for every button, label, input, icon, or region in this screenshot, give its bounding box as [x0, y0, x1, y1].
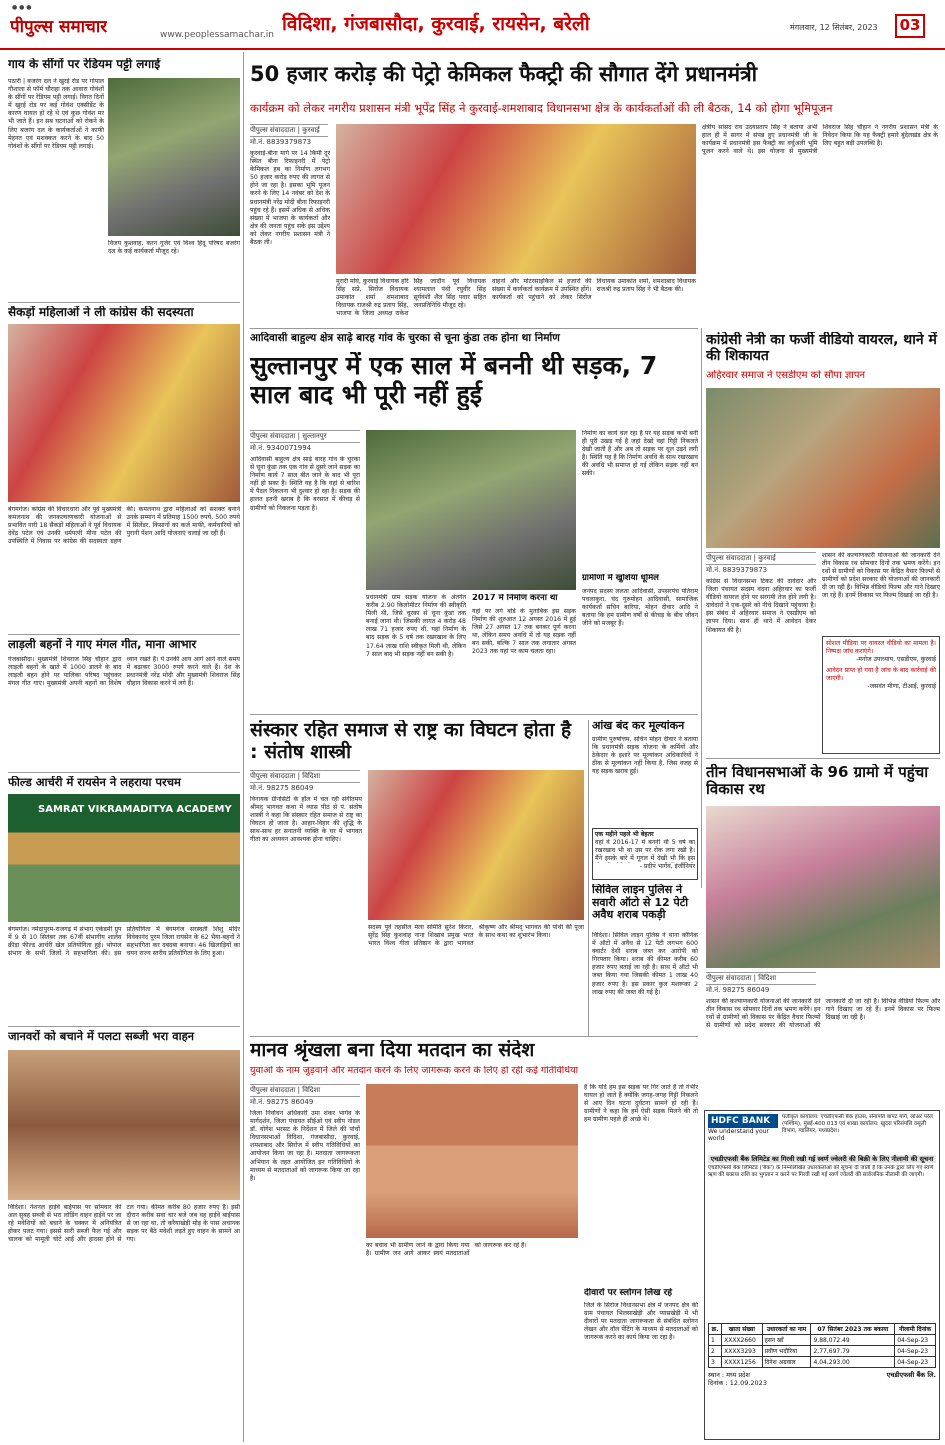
voting-text-col1: जिला निर्वाचन अधिकारी उमा शंकर भार्गव के मार्गदर्शन, जिला पंचायत सीईओ एवं स्वीप नोडल डॉ. योगेश भरसट के निर्देशन में जिले की पांचों विधानसभाओं विदिशा, गंजबासौदा, कुरवाई, शमशाबाद और सिरोंज में स्वीप गतिविधियों का आयोजन किया जा रहा है। मतदाता जागरूकता अभियान के तहत आयोजित इन गतिविधियों के माध्यम से मतदाताओं को जागरूक किया जा रहा है।: [250, 1110, 360, 1182]
photo-overturned-vehicle: [8, 1050, 240, 1200]
story-text-ladli: गंजबासौदा। मुख्यमंत्री शिवराज सिंह चौहान द्वारा लाड़ली बहनों के खाते में 1000 डालने के बाद लाड़ली बहन होने पर पालिका परिषद पहुंचकर मंगल गीत गाए। मुख्यमंत्री अपनी बहनों का विशेष ध्यान रखते हैं। ये उनकी आय आगे आने वाले समय में बढ़ाकर 3000 रुपये करने वाले हैं। देश के प्रधानमंत्री नरेंद्र मोदी और मुख्यमंत्री शिवराज सिंह चौहान विकास करने में लगे हैं।: [8, 656, 240, 688]
engineer-quote-text: वहां वे 2016-17 में बननी थी 5 वर्ष का रखरखाव भी था उस पर रोक लगा रखी है। मैंने इसके बारे में गूगल में देखी भी कि इस: [595, 839, 695, 863]
road-text-continued: है कि यदि हम इस सड़क पर गिर जाते हैं तो गंभीर घायल हो जाते हैं क्योंकि जगह-जगह गिट्टी निकलने से आए दिन घटना दुर्घटना सामने हो रही है। ग्रामीणों ने कहा कि हमें ऐसी सड़क मिलने की तो हम ग्रामीण पहले ही अच्छे थे।: [584, 1084, 698, 1124]
table-cell: प्रवीण भदौरिया: [762, 1346, 811, 1357]
photo-vikas-rath: [706, 806, 940, 968]
academy-banner: SAMRAT VIKRAMADITYA ACADEMY: [38, 804, 232, 815]
voting-subheadline: युवाओं के नाम जुड़वाने और मतदान करने के लिए जागरूक करने के लिए हो रहीं कई गतिविधियां: [250, 1066, 579, 1076]
table-cell: 4,04,293.00: [811, 1357, 895, 1368]
table-cell: 1: [709, 1335, 722, 1346]
table-cell: 04-Sep-23: [895, 1357, 936, 1368]
section-divider: [8, 1026, 240, 1027]
quote-ti: आवेदन प्राप्त हो गया है जांच के बाद कार्रवाई की जाएगी।: [826, 667, 936, 683]
hdfc-tagline: We understand your world: [708, 1128, 769, 1142]
rath-byline: पीपुल्स संवाददाता | विदिशा: [706, 972, 816, 983]
hdfc-logo-block: [708, 1114, 778, 1152]
sanskar-byline: पीपुल्स संवाददाता | विदिशा: [250, 770, 360, 781]
road-text-valuation: ग्रामीण पुरुषोत्तम, सचिन मोहन दीवार ने बताया कि प्रधानमंत्री सड़क योजना के कर्मियों और ठेकेदार के इशारे पर मूल्यांकन अधिकारियों ने ठीक से मूल्यांकन नहीं किया है, जिस वजह से यह सड़क खराब हुई।: [592, 736, 698, 776]
masthead: [0, 0, 945, 50]
quote-sdm-sign: -मनोज उपाध्याय, एसडीएम, कुरवाई: [855, 656, 936, 664]
road-text-col1: आदिवासी बाहुल्य क्षेत्र साढ़े बारह गांव के चुरका से चूना कुंडा तक एक गांव से दूसरे जाने सड़क का निर्माण कार्य 7 साल बीत जाने के बाद भी पूरा नहीं हो सका है। स्थिति यह है कि यहां से बारिश में पैदल निकलना भी दुश्वार हो रहा है। सड़क की हालत इतनी खराब है कि बरसात में कीचड़ से ग्रामीणों को निकलना पड़ता है।: [250, 456, 360, 512]
quote-sdm: सोशल मीडिया पर वायरल वीडियो का मामला है। निष्पक्ष जांच कराएंगे।: [826, 640, 936, 656]
table-cell: 3: [709, 1357, 722, 1368]
hdfc-logo: HDFC BANK: [708, 1114, 778, 1128]
engineer-quote-title: एक महीने पहले भी बेहतर: [595, 831, 654, 838]
road-headline: सुल्तानपुर में एक साल में बननी थी सड़क, 7 साल बाद भी पूरी नहीं हुई: [250, 352, 658, 409]
video-mobile: मो.नं. 8839379873: [706, 564, 816, 575]
photo-memorandum: [706, 388, 940, 548]
table-cell: हसन खाँ: [762, 1335, 811, 1346]
quote-ti-sign: -जसवंत मीणा, टीआई, कुरवाई: [867, 683, 936, 691]
photo-women-group: [8, 324, 240, 502]
road-subhead-2017: 2017 में निर्माण करना था: [472, 594, 558, 603]
table-cell: 04-Sep-23: [895, 1346, 936, 1357]
sanskar-text-col1: विनायक ग्रीनसिटी के हॉल में चल रही संगीतमय श्रीमद् भागवत कथा में व्यास पीठ से पं. संतोष शास्त्री ने कहा कि संस्कार रहित समाज से राष्ट्र का विघटन हो जाता है। आहार-विहार की शुद्धि के साथ-साथ हर सनातनी व्यक्ति के घर में भागवत गीता का अध्ययन आवश्यक होना चाहिए।: [250, 796, 362, 844]
sanskar-mobile: मो.नं. 98275 86049: [250, 782, 360, 793]
voting-text-col2: का बचाव भी ग्रामीण जानें के द्वारा किया गया है। ग्रामीण जन आगे आकर स्वयं मतदाताओं को जागरूक कर रहे हैं।: [366, 1242, 527, 1258]
voting-byline: पीपुल्स संवाददाता | विदिशा: [250, 1084, 360, 1095]
section-divider: [250, 328, 698, 329]
section-divider: [8, 772, 240, 773]
video-headline: कांग्रेसी नेत्री का फर्जी वीडियो वायरल, थाने में की शिकायत: [706, 332, 937, 365]
lead-text-col3: वाहनों और मोटरसाइकिल से हजारों की संख्या में कार्यकर्ता कार्यक्रम में उपस्थित होंगे। कार्यकर्ता को पहुंचाने को लेकर सिरोंज विधायक उमाकांत शर्मा, शमशाबाद विधायक राजश्री रुद्र प्रताप सिंह ने भी बैठक की।: [492, 278, 696, 302]
voting-mobile: मो.नं. 98275 86049: [250, 1096, 360, 1107]
column-divider: [243, 52, 244, 1442]
lead-byline: पीपुल्स संवाददाता | कुरवाई: [250, 124, 328, 135]
newspaper-logo: पीपुल्स समाचार: [10, 17, 108, 37]
issue-date: मंगलवार, 12 सितंबर, 2023: [790, 23, 878, 32]
section-divider: [8, 302, 240, 303]
story-text-radium: पठारी | बजरंग दल ने खुरई रोड पर गोपाल गौशाला से फॉर्म चौराहा तक आवारा गोवंशों के सींगों पर रेडियम पट्टी लगाई। विगत दिनों में खुरई रोड पर कई गोवंश एक्सीडेंट के कारण घायल हो रहे थे एवं कुछ गोवंश मर भी जाते हैं। इन सब घटनाओं को रोकने के लिए बजरंग दल के कार्यकर्ताओं ने काफी मेहनत एवं मशक्कत करने के बाद 50 गोवंशों के सींगों पर रेडियम पट्टी लगाई।: [8, 78, 104, 150]
story-title-archery: फील्ड आर्चरी में रायसेन ने लहराया परचम: [8, 776, 181, 789]
story-text-vehicle: विदिशा। नेशनल हाईवे बाईपास पर सोमवार की अल सुबह सब्जी से भरा लोडिंग वाहन हाईवे पर जा रहे मवेशियों को बचाने के चक्कर में अनियंत्रित होकर पलट गया। इससे सारी सब्जी फैल गई और चालक को मामूली चोटें आईं और हादसा होने से टल गया। कीमत करीब 80 हजार रुपए है। इसी दौरान करीब सवा चार बजे जब वह हाईवे बाईपास से जा रहा था, तो करैयाखेड़ी मोड़ के पास अचानक सड़क पर बैठे मवेशी लड़ते हुए वाहन के सामने आ गए।: [8, 1204, 240, 1244]
section-divider: [706, 758, 940, 759]
voting-headline: मानव श्रृंखला बना दिया मतदान का संदेश: [250, 1040, 535, 1061]
hdfc-notice: [704, 1110, 940, 1440]
column-divider: [701, 328, 702, 888]
video-text-col2: शासन की कल्याणकारी योजनाओं की जानकारी देने तीन विकास रथ सोमवार दिनों तक भ्रमण करेंगे। इन रथों से ग्रामीणों को विकास पर केंद्रित वैचार फिल्मों से ग्रामीणों को प्रदेश सरकार की योजनाओं की जानकारी दी जा रही है। विभिन्न वीडियो फिल्म और गाने दिखाए जा रहे हैं। इनमें विकास पर फिल्म दिखाई जा रही है।: [822, 552, 940, 600]
table-cell: XXXX1256: [722, 1357, 762, 1368]
table-header: उधारकर्ता का नाम: [762, 1324, 811, 1335]
table-cell: 9,88,072.49: [811, 1335, 895, 1346]
photo-caption-radium: विजय कुशवाह, करन गुर्जर एवं विश्व हिंदू परिषद बजरंग दल के कई कार्यकर्ता मौजूद रहे।: [108, 240, 240, 256]
lead-text-col4: क्षेत्रीय सांसद राव उदयप्रताप सिंह ने बताया अभी हाल ही में सागर में संपन्न हुए प्रधानमंत्री जी के कार्यक्रम में प्रधानमंत्री इस फैक्ट्री का वर्चुअली भूमि पूजन करने वाले थे। इस योजना से मुख्यमंत्री शिवराज सिंह चौहान ने नगरीय प्रशासन मंत्री के निवेदन किया कि यह फैक्ट्री हमारे बुंदेलखंड क्षेत्र के लिए बहुत बड़ी उपलब्धि है।: [702, 124, 938, 156]
liquor-headline: सिविल लाइन पुलिस ने सवारी ऑटो से 12 पेटी अवैध शराब पकड़ी: [592, 884, 689, 922]
photo-human-chain: [366, 1084, 578, 1238]
engineer-quote-sign: - प्रदीप भार्गव, इंजीनियर: [639, 863, 695, 871]
table-header: 07 सितंबर 2023 तक बकाया: [811, 1324, 895, 1335]
photo-bhagwat-katha: [368, 770, 584, 920]
lead-text-col2: मुरारी मोघे, कुरवाई विधायक हरि सिंह सप्रे, सिरोंज विधायक उमाकांत शर्मा शमशाबाद विधायक राजश्री रुद्र प्रताप सिंह, भाजपा के जिला अध्यक्ष राकेश सिंह जादौन पूर्व विधायक श्यामलाल पंथी रघुवीर सिंह सूर्यवंशी शैल सिंह पवार सहित जनप्रतिनिधि मौजूद रहे।: [336, 278, 486, 318]
section-divider: [8, 634, 240, 635]
photo-archery-team: [8, 794, 240, 922]
page-section-title: विदिशा, गंजबासौदा, कुरवाई, रायसेन, बरेली: [282, 13, 590, 35]
story-text-congress: बेगमगंज। कांग्रेस की विचारधारा और पूर्व मुख्यमंत्री कमलनाथ की जनकल्याणकारी योजनाओं से प्रभावित नारी 18 सैकड़ों महिलाओं ने पूर्व विधायक देवेंद्र पटेल एवं उनकी धर्मपत्नी मीना पटेल की उपस्थिति में निवास पर कांग्रेस की सदस्यता ग्रहण की। कमलनाथ द्वारा महिलाओं को सशक्त बनाने उनके सम्मान में प्रतिमाह 1500 रुपये, 500 रुपये में सिलेंडर, किसानों का कर्ज माफी, कर्मचारियों को पुरानी पेंशन आदि योजनाएं चलाई जा रही हैं।: [8, 506, 240, 546]
website-url[interactable]: www.peoplessamachar.in: [160, 30, 274, 40]
video-text-col1: कांग्रेस से विधानसभा टिकट की दावेदार और जिला पंचायत सदस्य वंदना अहिरवार का फर्जी वीडियो वायरल होने पर सरगमी तेज होने लगी है। दावेदारों ने एक-दूसरे को नीचे दिखाने पहुंचाया है। इस संबंध में अहिरवार समाज ने एसडीएम को ज्ञापन दिया। साथ ही थाने में आवेदन देकर शिकायत की है।: [706, 578, 816, 634]
hdfc-footer: [708, 1371, 936, 1387]
road-text-col2: प्रधानमंत्री ग्राम सड़क योजना के अंतर्गत करीब 2.90 किलोमीटर निर्माण की स्वीकृति मिली थी, जिसे चुरका से चूना कुंडा तक बनाई जाना थी। जिसकी लागत 4 करोड़ 48 लाख 71 हजार रुपए थी, यहां निर्माण के बाद सड़क के 5 वर्ष तक रखरखाव के लिए 17.64 लाख राशि स्वीकृत मिली थी, लेकिन 7 साल बाद भी सड़क नहीं बन सकी है।: [366, 594, 466, 658]
section-divider: [250, 1036, 698, 1037]
video-subheadline: अहिरवार समाज ने एसडीएम को सौंपा ज्ञापन: [706, 370, 866, 381]
hdfc-header: [708, 1114, 936, 1152]
voting-text-col3: जिले के सिरोंज विधानसभा क्षेत्र में जनपद क्षेत्र की ग्राम पंचायत भिलसाखेड़ी और प्यासखेड़ी में भी दीवारों पर मतदाता जागरूकता से संबंधित स्लोगन लेखन और वॉल पेंटिंग के माध्यम से मतदाताओं को जागरूक करने का कार्य किया जा रहा है।: [584, 1302, 698, 1342]
road-subhead-villagers: ग्रामीणों में खुशियां धूमिल: [582, 574, 659, 583]
road-text-col5: जनपद सदस्य ललता आदिवासी, उपसरपंच पतिराम पचलाकुरा, चंद गुरुमोहन आदिवासी, सामाजिक कार्यकर्ता सचिन बारिया, मोहन दीवार आदि ने बताया कि हम ग्रामीण वर्षों से कीचड़ के बीच जीवन जीने को मजबूर हैं।: [582, 588, 698, 628]
road-mobile: मो.नं. 9340071994: [250, 442, 360, 453]
voting-subhead-slogan: दीवारों पर स्लोगन लिख रहे: [584, 1288, 673, 1298]
hdfc-auction-table: [708, 1323, 936, 1368]
table-cell: XXXX2660: [722, 1335, 762, 1346]
table-row: [709, 1357, 936, 1368]
photo-meeting: [336, 124, 696, 274]
table-row: [709, 1346, 936, 1357]
liquor-text: विदिशा। सिविल लाइन पुलिस ने थाना कौनिक में ऑटो में अवैध से 12 पेटी लगभग 600 क्वार्टर देशी शराब जब्त कर आरोपी को गिरफ्तार किया। शराब की कीमत करीब 60 हजार रुपए बताई जा रही है। साथ में ऑटो भी जब्त किया गया जिसकी कीमत 1 लाख 40 हजार रुपए है। इस प्रकार कुल मशरूका 2 लाख रुपए की जब्त की गई है।: [592, 932, 698, 996]
road-text-col3: यहां पर लगे बोर्ड के मुताबिक इस सड़क निर्माण की शुरुआत 12 अगस्त 2016 में हुई जिसे 27 अगस्त 17 तक बनकर पूर्ण करना था, लेकिन समय अवधि में तो यह सड़क नहीं बन सकी, बल्कि 7 साल तक लगातार अगस्त 2023 तक यहां पर काम चलता रहा।: [472, 608, 576, 656]
column-divider: [588, 720, 589, 1036]
story-text-archery: बेगमगंज। नर्मदापुरम-राजगढ़ में संभाग एकेडमी ग्रुप में 9 से 10 सितंबर तक 67वीं संभागीय शालेय क्रीड़ा फील्ड आर्चरी खेल प्रतियोगिता हुई। भोपाल संभाग के सभी जिलों ने सहभागिता की। इस प्रतियोगिता में बेगमगंज सरस्वती शिशु मंदिर विवेकानंद पुरम जिला रायसेन के 62 भैया-बहनों ने सहभागिता कर दबदबा बनाया। 46 खिलाड़ियों का चयन राज्य स्तरीय प्रतियोगिता के लिए हुआ।: [8, 926, 240, 958]
story-title-vehicle: जानवरों को बचाने में पलटा सब्जी भरा वाहन: [8, 1030, 195, 1043]
rath-headline: तीन विधानसभाओं के 96 ग्रामो में पहुंचा विकास रथ: [706, 764, 929, 799]
rath-text: शासन की कल्याणकारी योजनाओं की जानकारी देने तीन विकास रथ सोमवार दिनों तक भ्रमण करेंगे। इन रथों से ग्रामीणों को विकास पर केंद्रित वैचार फिल्मों से ग्रामीणों को प्रदेश सरकार की योजनाओं की जानकारी दी जा रही है। विभिन्न वीडियो फिल्म और गाने दिखाए जा रहे हैं। इनमें विकास पर फिल्म दिखाई जा रही है।: [706, 998, 940, 1030]
road-kicker: आदिवासी बाहुल्य क्षेत्र साढ़े बारह गांव के चुरका से चूना कुंडा तक होना था निर्माण: [250, 332, 560, 344]
section-divider: [250, 714, 698, 715]
table-cell: दिनेश अग्रवाल: [762, 1357, 811, 1368]
table-header: खाता संख्या: [722, 1324, 762, 1335]
hdfc-notice-text: एचडीएफसी बैंक लिमिटेड ('बैंक') के निम्नलिखित उधारकर्ताओं को सूचना दी जाती है कि उनके द्वारा लिए गए स्वर्ण ऋण की बकाया राशि का भुगतान न करने पर गिरवी रखी गई स्वर्ण ज्वेलरी की सार्वजनिक नीलामी की जाएगी।: [708, 1165, 934, 1178]
rath-mobile: मो.नं. 98275 86049: [706, 984, 816, 995]
table-cell: XXXX3293: [722, 1346, 762, 1357]
hdfc-footer-left: [708, 1371, 767, 1387]
lead-mobile: मो.नं. 8839379873: [250, 136, 328, 147]
hdfc-signatory: एचडीएफसी बैंक लि.: [886, 1371, 936, 1379]
hdfc-address: पंजीकृत कार्यालय: एचडीएफसी बैंक हाउस, सेनापति बापट मार्ग, लोअर परेल (पश्चिम), मुंबई-400 013 एवं शाखा कार्यालय: खुदरा परिसंपत्ति वसूली विभाग, ग्वालियर, मध्यप्रदेश।: [782, 1114, 933, 1134]
video-byline: पीपुल्स संवाददाता | कुरवाई: [706, 552, 816, 563]
photo-road: [366, 430, 576, 590]
photo-cows: [108, 78, 240, 236]
hdfc-notice-title: एचडीएफसी बैंक लिमिटेड का गिरवी रखी गई स्वर्ण ज्वेलरी की बिक्री के लिए नीलामी की सूचना: [708, 1155, 936, 1163]
table-row: [709, 1335, 936, 1346]
road-text-col4: निर्माण का कार्य चल रहा है पर यह सड़क कभी बनी ही पूरी उखड़ गई है जहां देखो वहां गिट्टी निकलते देखी जाती है और अब तो सड़क पर धूल उड़ने लगी है। स्थिति यह है कि निर्माण अवधि के साथ रखरखाव की अवधि भी समाप्त हो गई लेकिन सड़क नहीं बन सकी।: [582, 430, 698, 478]
lead-subheadline: कार्यक्रम को लेकर नगरीय प्रशासन मंत्री भूपेंद्र सिंह ने कुरवाई-शमशाबाद विधानसभा क्षेत्र के कार्यकर्ताओं की ली बैठक, 14 को होगा भूमिपूजन: [250, 102, 833, 115]
table-cell: 2,77,697.79: [811, 1346, 895, 1357]
hdfc-place: स्थान : मध्य प्रदेश: [708, 1371, 750, 1379]
story-title-congress: सैकड़ों महिलाओं ने ली कांग्रेस की सदस्यता: [8, 306, 194, 319]
story-title-ladli: लाड़ली बहनों ने गाए मंगल गीत, माना आभार: [8, 638, 197, 651]
table-header-row: [709, 1324, 936, 1335]
engineer-quote-box: [592, 828, 698, 880]
road-byline: पीपुल्स संवाददाता | सुल्तानपुर: [250, 430, 360, 441]
table-cell: 04-Sep-23: [895, 1335, 936, 1346]
table-header: क्र.: [709, 1324, 722, 1335]
lead-headline: 50 हजार करोड़ की पेट्रो केमिकल फैक्ट्री की सौगात देंगे प्रधानमंत्री: [250, 62, 758, 86]
quote-box: [822, 636, 940, 754]
hdfc-date: दिनांक : 12.09.2023: [708, 1379, 767, 1387]
page-number: 03: [895, 14, 925, 38]
table-header: नीलामी दिनांक: [895, 1324, 936, 1335]
table-cell: 2: [709, 1346, 722, 1357]
sanskar-text-col2: सदस्य पूर्व तहसील मेला समिति सुरेश किरार, सुरेंद्र सिंह कुशवाह नाना शिखाब प्रमुख भरत भारत विश्व गीता प्रतिष्ठान के द्वारा भागवत श्रीकृष्ण और श्रीमद् भागवत की पोथी की पूजा के साथ कथा का शुभारंभ किया।: [368, 924, 584, 948]
story-title-radium: गाय के सींगों पर रेडियम पट्टी लगाई: [8, 58, 161, 71]
lead-text-col1: कुरवाई-बीना मार्ग पर 14 किमी दूर स्थित बीना रिफाइनरी में पेट्रो केमिकल हब का निर्माण लगभग 50 हजार करोड़ रुपए की लागत से होने जा रहा है। इसका भूमि पूजन करने के लिए 14 नवंबर को देश के प्रधानमंत्री नरेंद्र मोदी बीना रिफाइनरी पहुंच रहे हैं। इसमें अधिक से अधिक संख्या में भाजपा के कार्यकर्ता और क्षेत्र की जनता पहुंच सके इस उद्देश्य को लेकर नगरीय प्रशासन मंत्री ने बैठक ली।: [250, 150, 330, 247]
road-subhead-valuation: आंख बंद कर मूल्यांकन: [592, 720, 685, 732]
sanskar-headline: संस्कार रहित समाज से राष्ट्र का विघटन होता है : संतोष शास्त्री: [250, 720, 572, 763]
logo-tagline: ● ● ●: [12, 4, 32, 11]
